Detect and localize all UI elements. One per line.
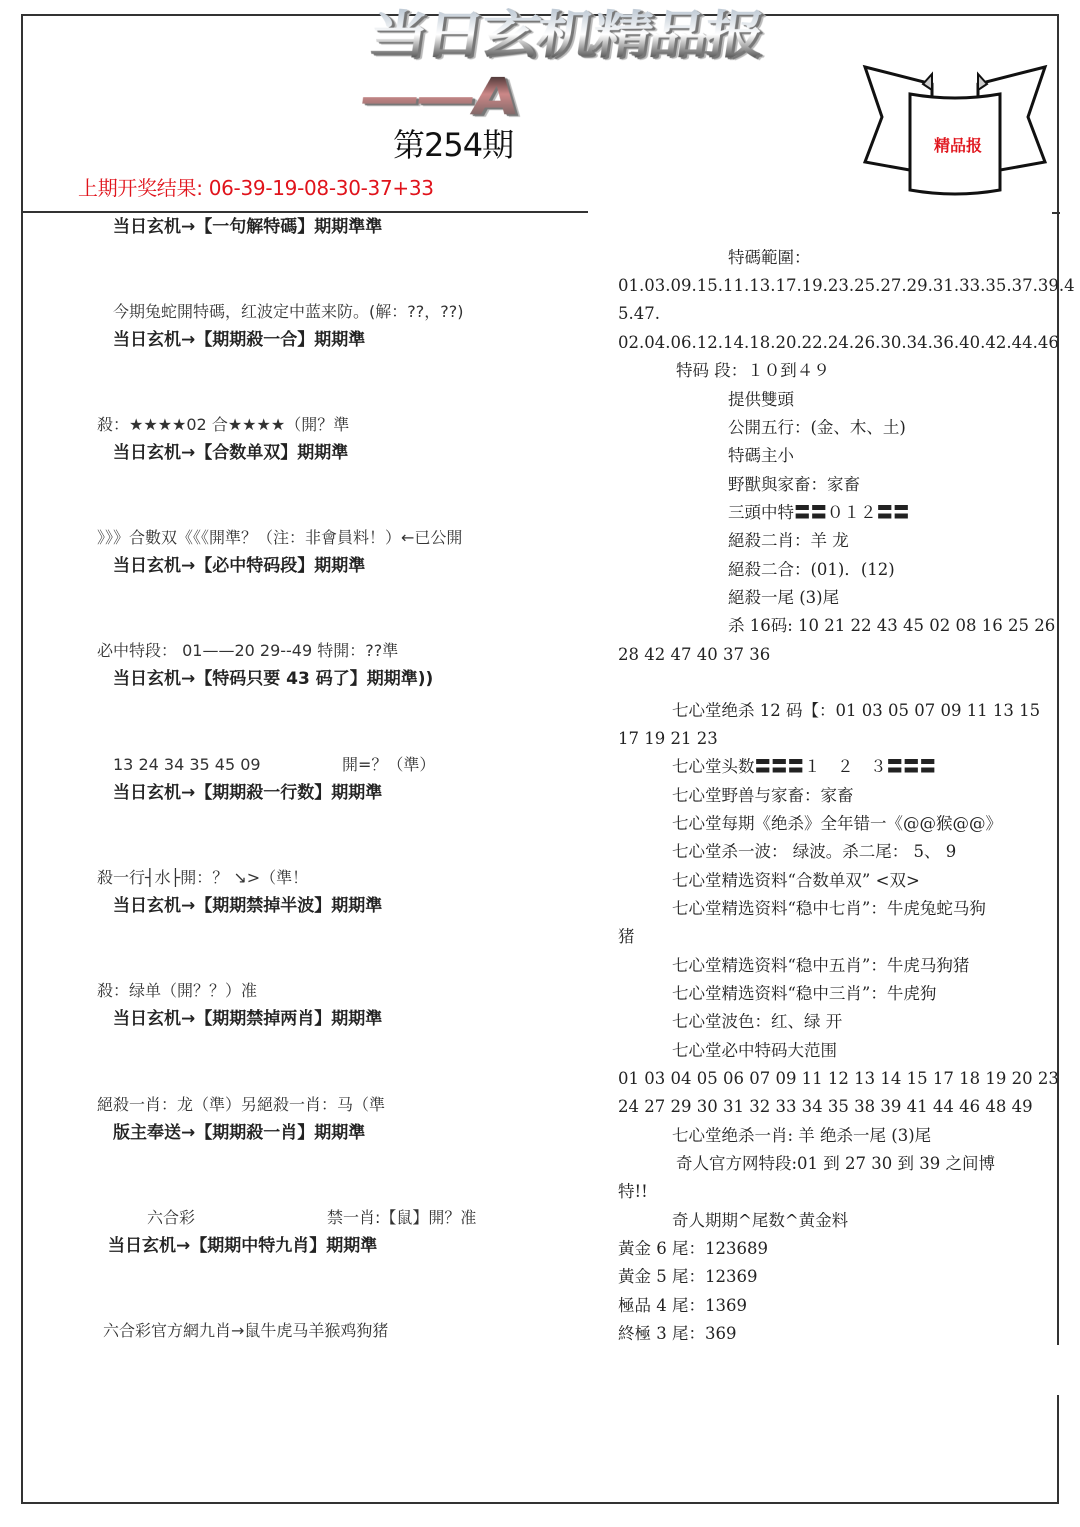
qiren-segment-cont: 特!! xyxy=(618,1182,648,1201)
left-detail-2: 殺：★★★★02 合★★★★（開？準 xyxy=(97,415,350,434)
left-title-7: 当日玄机→【期期禁掉半波】期期準 xyxy=(113,896,383,916)
qxt-item-6: 七心堂精选资料“稳中七肖”：牛虎兔蛇马狗 xyxy=(672,899,986,918)
tail-3: 終極 3 尾：369 xyxy=(618,1324,737,1343)
right-item-8: 絕殺一尾 (3)尾 xyxy=(728,588,840,607)
left-detail-10: 六合彩官方網九肖→鼠牛虎马羊猴鸡狗猪 xyxy=(103,1321,389,1340)
border-tick xyxy=(1052,212,1060,214)
ribbon-badge-icon xyxy=(860,62,1050,198)
last-result-label: 上期开奖结果: xyxy=(78,176,203,200)
big-range-1: 01 03 04 05 06 07 09 11 12 13 14 15 17 18 19 20 23 xyxy=(618,1069,1059,1088)
tail-6: 黃金 6 尾：123689 xyxy=(618,1239,768,1258)
qxt-item-5: 七心堂精选资料“合数单双” <双> xyxy=(672,871,920,890)
left-title-8: 当日玄机→【期期禁掉两肖】期期準 xyxy=(113,1009,383,1029)
right-item-5: 三頭中特〓〓０１２〓〓 xyxy=(728,503,910,522)
qiren-segment: 奇人官方网特段:01 到 27 30 到 39 之间博 xyxy=(676,1154,996,1173)
border-gap xyxy=(1055,1345,1065,1395)
left-title-10: 当日玄机→【期期中特九肖】期期準 xyxy=(108,1236,378,1256)
left-detail-4: 必中特段： 01——20 29--49 特開：??準 xyxy=(97,641,399,660)
left-detail-9a: 六合彩 xyxy=(147,1208,196,1227)
range-odd-1: 01.03.09.15.11.13.17.19.23.25.27.29.31.33.35.37.39.4 xyxy=(618,276,1075,295)
range-even: 02.04.06.12.14.18.20.22.24.26.30.34.36.40.42.44.46 xyxy=(618,333,1059,352)
right-item-1: 提供雙頭 xyxy=(728,390,794,409)
right-item-3: 特碼主小 xyxy=(728,446,794,465)
range-odd-2: 5.47. xyxy=(618,304,660,323)
qxt-item-4: 七心堂杀一波： 绿波。杀二尾： 5、 9 xyxy=(672,842,957,861)
left-detail-1: 今期兔蛇開特碼，红波定中蓝来防。(解：??，??) xyxy=(113,302,464,321)
qxt-kill-one: 七心堂绝杀一肖: 羊 绝杀一尾 (3)尾 xyxy=(672,1126,932,1145)
ribbon-label: 精品报 xyxy=(934,136,983,155)
left-title-2: 当日玄机→【期期殺一合】期期準 xyxy=(113,330,366,350)
kill16-cont: 28 42 47 40 37 36 xyxy=(618,645,771,664)
left-detail-3: 》》》合數双《《《開準？（注：非會員料！）←已公開 xyxy=(97,528,463,547)
qxt-item-1: 七心堂头数〓〓〓１ ２ ３〓〓〓 xyxy=(672,757,936,776)
left-detail-5: 13 24 34 35 45 09 開=？（準） xyxy=(113,755,436,774)
range-label: 特碼範圍： xyxy=(728,248,811,267)
right-item-2: 公開五行：(金、木、土) xyxy=(728,418,906,437)
left-detail-6: 殺一行┤水├開：？ ↘>（準！ xyxy=(97,868,309,887)
qxt-kill12: 七心堂绝杀 12 码【：01 03 05 07 09 11 13 15 xyxy=(672,701,1041,720)
issue-number: 第254期 xyxy=(393,126,514,164)
big-range-2: 24 27 29 30 31 32 33 34 35 38 39 41 44 46 48 49 xyxy=(618,1097,1033,1116)
qiren-title: 奇人期期^尾数^黄金料 xyxy=(672,1211,849,1230)
right-item-7: 絕殺二合：(01)．(12) xyxy=(728,560,895,579)
left-title-9: 版主奉送→【期期殺一肖】期期準 xyxy=(113,1123,366,1143)
qxt-seven-cont: 猪 xyxy=(618,927,635,946)
last-result xyxy=(78,172,434,201)
left-detail-8: 絕殺一肖：龙（準）另絕殺一肖：马（準 xyxy=(97,1095,386,1114)
banner-title-text: 当日玄机精品报——A xyxy=(356,0,865,127)
qxt-item2-4: 七心堂必中特码大范围 xyxy=(672,1041,837,1060)
left-title-4: 当日玄机→【必中特码段】期期準 xyxy=(113,556,366,576)
last-result-value: 06-39-19-08-30-37+33 xyxy=(208,176,434,200)
right-item-6: 絕殺二肖：羊 龙 xyxy=(728,531,849,550)
qxt-item-3: 七心堂每期《绝杀》全年错一《@@猴@@》 xyxy=(672,814,1002,833)
qxt-kill12-cont: 17 19 21 23 xyxy=(618,729,718,748)
tail-5: 黃金 5 尾：12369 xyxy=(618,1267,758,1286)
segment: 特码 段：１０到４９ xyxy=(676,361,830,380)
qxt-item2-2: 七心堂精选资料“稳中三肖”：牛虎狗 xyxy=(672,984,937,1003)
tail-4: 極品 4 尾：1369 xyxy=(618,1296,747,1315)
right-item-9: 杀 16码: 10 21 22 43 45 02 08 16 25 26 xyxy=(728,616,1056,635)
qxt-item2-3: 七心堂波色：红、绿 开 xyxy=(672,1012,843,1031)
left-title-6: 当日玄机→【期期殺一行数】期期準 xyxy=(113,783,383,803)
left-title-5: 当日玄机→【特码只要 43 码了】期期準)) xyxy=(113,669,434,689)
qxt-item2-1: 七心堂精选资料“稳中五肖”：牛虎马狗猪 xyxy=(672,956,970,975)
header-divider xyxy=(21,211,588,213)
left-title-3: 当日玄机→【合数单双】期期準 xyxy=(113,443,349,463)
banner-title xyxy=(355,5,855,128)
left-detail-7: 殺：绿单（開？？）准 xyxy=(97,981,258,1000)
qxt-item-2: 七心堂野兽与家畜：家畜 xyxy=(672,786,854,805)
left-detail-9b: 禁一肖:【鼠】開？准 xyxy=(327,1208,477,1227)
right-item-4: 野獸與家畜：家畜 xyxy=(728,475,860,494)
left-title-1: 当日玄机→【一句解特碼】期期準準 xyxy=(113,217,383,237)
